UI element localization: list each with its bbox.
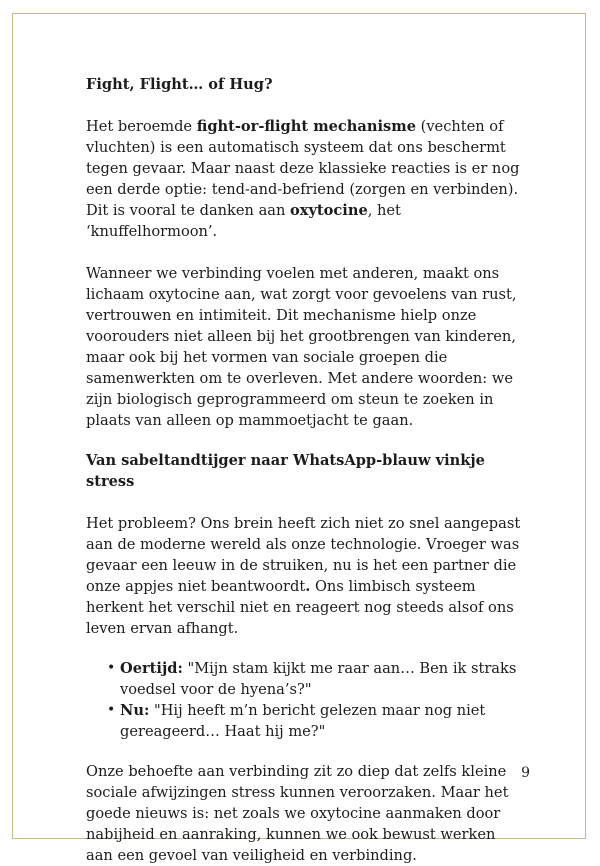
p1-text-d: , het ‘knuffelhormoon’. [86,202,401,240]
paragraph-behoefte: Onze behoefte aan verbinding zit zo diep dat zelfs kleine sociale afwijzingen stress kunnen veroorzaken. Maar het goede nieuws is: net zoals we oxytocine aanmaken door nabijheid en aanraking, kunnen we ook bewust werken aan een gevoel van veiligheid en verbinding. [86,763,509,864]
p3-text-a: Het probleem? Ons brein heeft zich niet zo snel aangepast aan de moderne wereld als onze technologie. Vroeger was gevaar een leeuw in de struiken, nu is het een partner die onze appjes niet beantwoordt [86,515,521,595]
heading-fight-flight-hug: Fight, Flight… of Hug? [86,76,273,93]
p1-text-c: (vechten of vluchten) is een automatisch systeem dat ons beschermt tegen gevaar. Maar naast deze klassieke reacties is er nog een derde optie: tend-and-befriend (zorgen en verbinden). Dit is vooral te danken aan [86,118,520,219]
document-body [86,74,526,866]
list-item [86,700,526,742]
bullet-label: Oertijd: [120,660,183,677]
paragraph-fight-or-flight [86,116,526,242]
bullet-dot: • [107,660,116,676]
bullet-dot: • [107,702,116,718]
list-item [86,658,526,700]
p1-text-a: Het beroemde [86,118,197,135]
paragraph-probleem [86,513,526,639]
p3-text-c: Ons limbisch systeem herkent het verschil niet en reageert nog steeds alsof ons leven ervan afhangt. [86,578,514,637]
bullet-text: "Mijn stam kijkt me raar aan… Ben ik straks voedsel voor de hyena’s?" [120,660,517,698]
paragraph-verbinding: Wanneer we verbinding voelen met anderen, maakt ons lichaam oxytocine aan, wat zorgt voor gevoelens van rust, vertrouwen en intimiteit. Dit mechanisme hielp onze voorouders niet alleen bij het grootbrengen van kinderen, maar ook bij het vormen van sociale groepen die samenwerkten om te overleven. Met andere woorden: we zijn biologisch geprogrammeerd om steun te zoeken in plaats van alleen op mammoetjacht te gaan. [86,265,517,429]
p1-bold-oxytocine: oxytocine [290,202,368,219]
page-number: 9 [521,765,530,781]
heading-sabeltandtijger: Van sabeltandtijger naar WhatsApp-blauw vinkje stress [86,452,485,490]
bullet-list [86,658,526,742]
bullet-text: "Hij heeft m’n bericht gelezen maar nog niet gereageerd… Haat hij me?" [120,702,486,740]
p1-bold-mechanism: fight-or-flight mechanisme [196,118,416,135]
bullet-label: Nu: [120,702,150,719]
p3-bold-period: . [305,578,311,595]
